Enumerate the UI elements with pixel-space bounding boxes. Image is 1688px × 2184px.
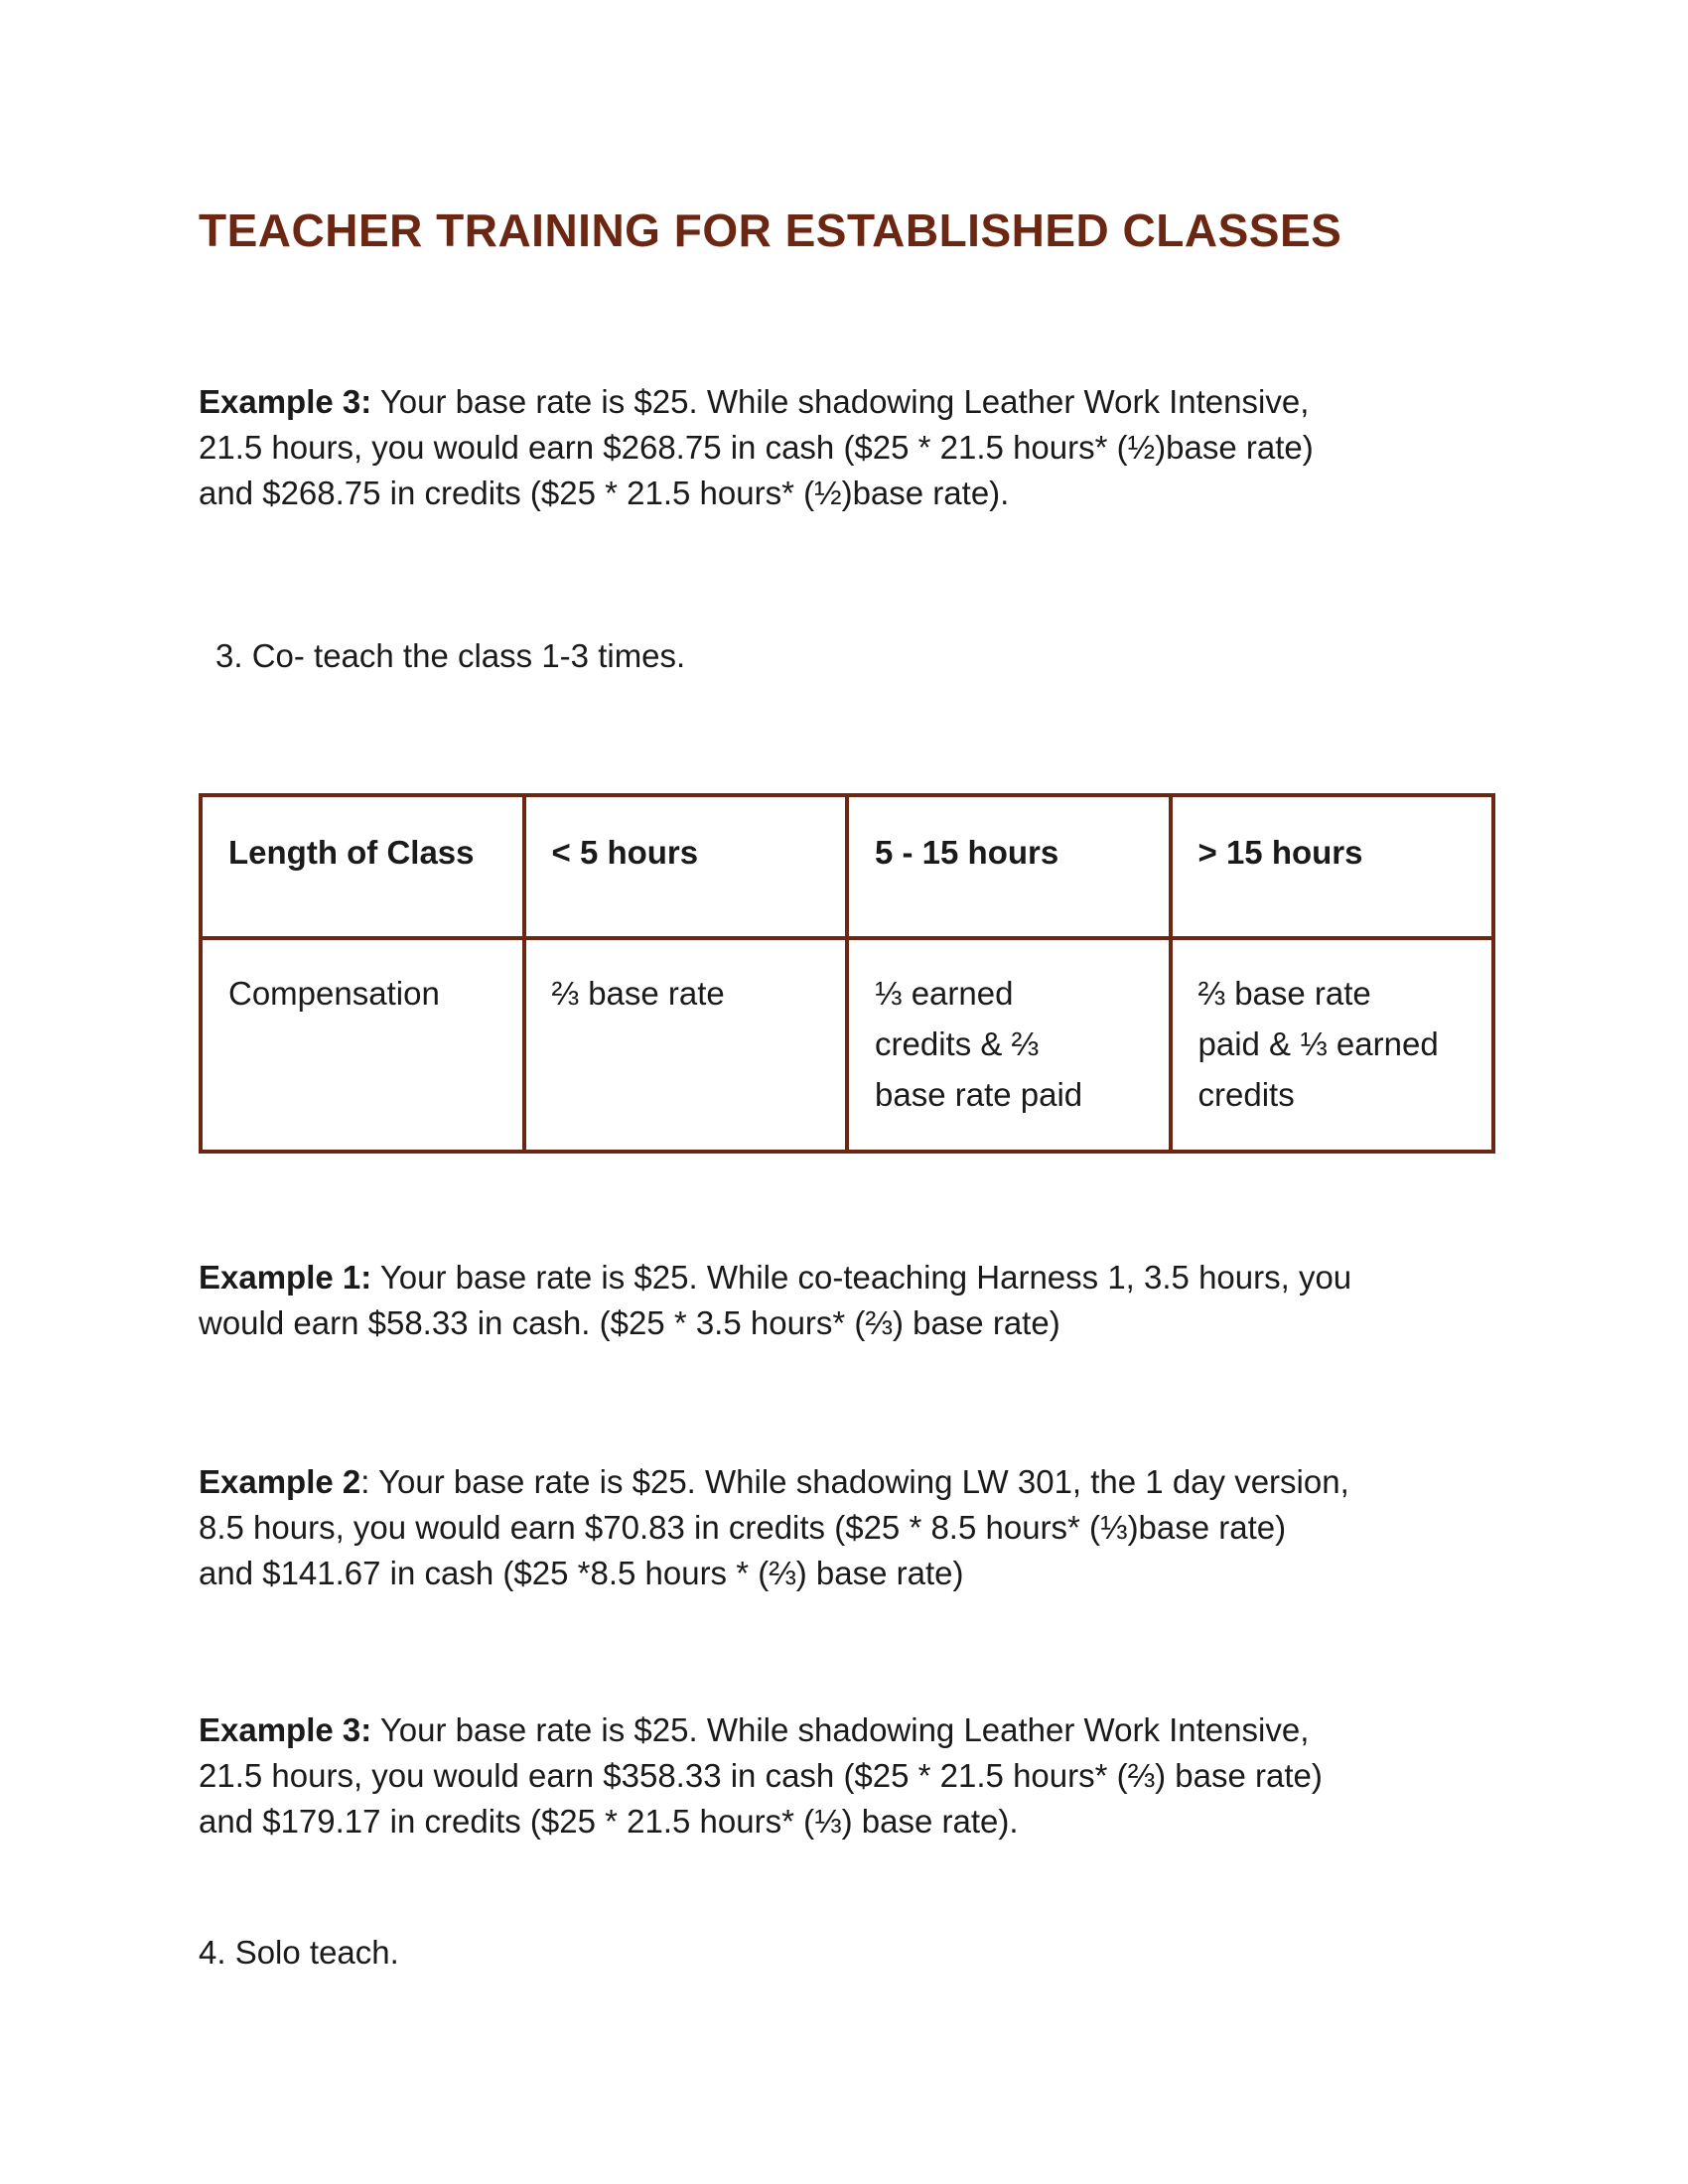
table-cell	[1171, 938, 1494, 1152]
text-line: : Your base rate is $25. While shadowing LW 301, the 1 day version,	[360, 1463, 1349, 1500]
cell-line: base rate paid	[875, 1076, 1083, 1113]
cell-line: ⅔ base rate	[1197, 975, 1371, 1012]
text-line: Your base rate is $25. While shadowing Leather Work Intensive,	[371, 1711, 1310, 1748]
cell-line: ⅔ base rate	[551, 975, 725, 1012]
text-line: 21.5 hours, you would earn $268.75 in cash ($25 * 21.5 hours* (½)base rate)	[199, 429, 1314, 466]
text-line: and $141.67 in cash ($25 *8.5 hours * (⅔) base rate)	[199, 1555, 964, 1591]
text-line: would earn $58.33 in cash. ($25 * 3.5 hours* (⅔) base rate)	[199, 1304, 1060, 1341]
table-cell	[847, 938, 1171, 1152]
step-4-item: 4. Solo teach.	[199, 1934, 399, 1971]
step-3-item: 3. Co- teach the class 1-3 times.	[215, 637, 686, 674]
text-line: Your base rate is $25. While co-teaching Harness 1, 3.5 hours, you	[371, 1259, 1352, 1296]
example-label: Example 3:	[199, 1711, 372, 1748]
cell-line: credits & ⅔	[875, 1025, 1040, 1062]
table-header-cell: > 15 hours	[1171, 795, 1494, 938]
text-line: and $268.75 in credits ($25 * 21.5 hours* (½)base rate).	[199, 475, 1010, 511]
compensation-table	[199, 793, 1495, 1154]
text-line: Your base rate is $25. While shadowing Leather Work Intensive,	[371, 383, 1310, 420]
cell-line: paid & ⅓ earned	[1197, 1025, 1439, 1062]
text-line: and $179.17 in credits ($25 * 21.5 hours* (⅓) base rate).	[199, 1803, 1019, 1840]
example-1-paragraph	[199, 1255, 1519, 1346]
example-3-paragraph	[199, 1707, 1519, 1844]
table-row	[201, 938, 1493, 1152]
table-header-cell: < 5 hours	[524, 795, 848, 938]
text-line: 8.5 hours, you would earn $70.83 in credits ($25 * 8.5 hours* (⅓)base rate)	[199, 1509, 1287, 1546]
table-row-label: Compensation	[201, 938, 524, 1152]
table-header-cell: Length of Class	[201, 795, 524, 938]
cell-line: credits	[1197, 1076, 1295, 1113]
table-header-cell: 5 - 15 hours	[847, 795, 1171, 938]
table-header-row	[201, 795, 1493, 938]
example-label: Example 3:	[199, 383, 372, 420]
example-label: Example 1:	[199, 1259, 372, 1296]
page-title: TEACHER TRAINING FOR ESTABLISHED CLASSES	[199, 205, 1342, 256]
example-label: Example 2	[199, 1463, 361, 1500]
table-cell	[524, 938, 848, 1152]
example-2-paragraph	[199, 1459, 1519, 1596]
intro-example-paragraph	[199, 379, 1519, 516]
text-line: 21.5 hours, you would earn $358.33 in cash ($25 * 21.5 hours* (⅔) base rate)	[199, 1757, 1323, 1794]
cell-line: ⅓ earned	[875, 975, 1014, 1012]
